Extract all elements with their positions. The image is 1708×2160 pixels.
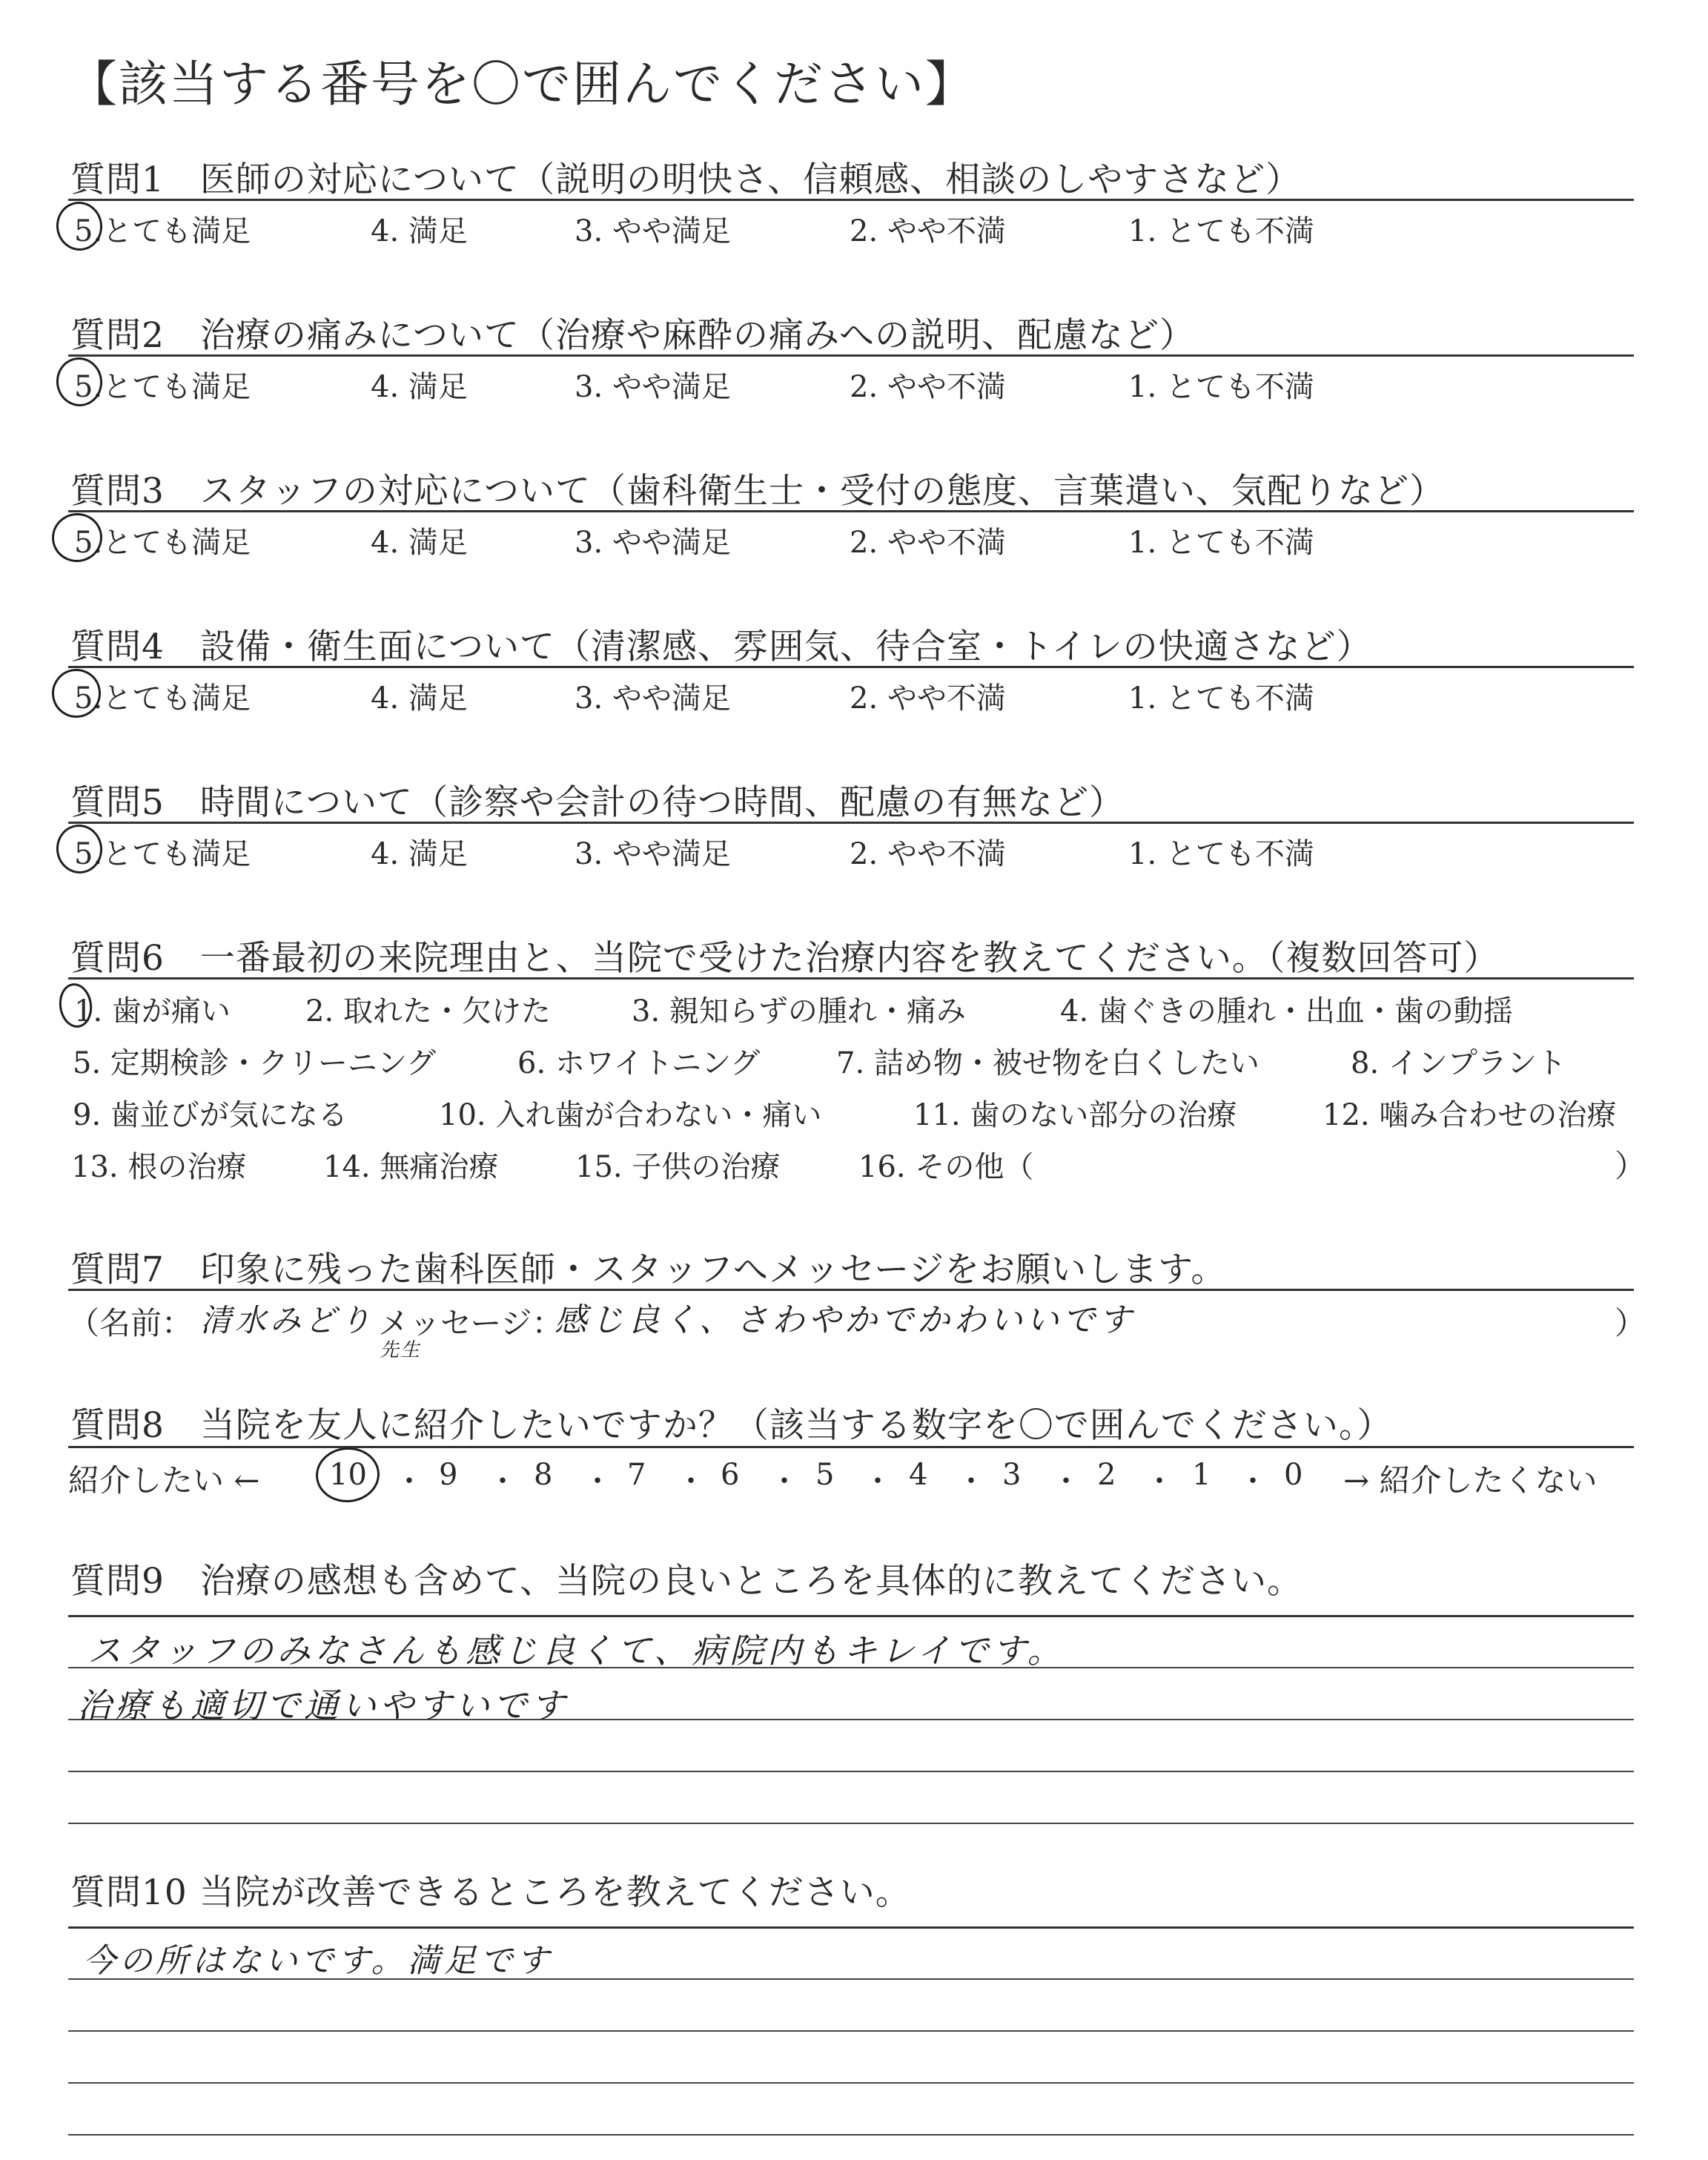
scale-value-7[interactable]: 7	[627, 1458, 646, 1492]
name-value[interactable]: 清水みどり	[200, 1302, 375, 1338]
reason-option[interactable]: 14. 無痛治療	[323, 1150, 499, 1184]
scale-dot: ・	[1145, 1464, 1174, 1499]
option-5[interactable]: 5.とても満足	[74, 681, 251, 716]
scale-dot: ・	[676, 1464, 706, 1499]
option-3[interactable]: 3. やや満足	[575, 837, 731, 871]
scale-dot: ・	[583, 1464, 612, 1499]
question-1-rule	[68, 199, 1634, 201]
question-1-title: 質問1 医師の対応について（説明の明快さ、信頼感、相談のしやすさなど）	[70, 159, 1302, 200]
option-4[interactable]: 4. 満足	[371, 526, 468, 560]
question-7-title: 質問7 印象に残った歯科医師・スタッフへメッセージをお願いします。	[70, 1249, 1227, 1290]
reason-option[interactable]: 13. 根の治療	[71, 1150, 247, 1184]
answer-text-line[interactable]: 治療も適切で通いやすいです	[77, 1685, 569, 1725]
answer-line	[68, 1615, 1634, 1617]
option-2[interactable]: 2. やや不満	[850, 681, 1006, 716]
scale-value-6[interactable]: 6	[721, 1458, 740, 1492]
question-4-rule	[68, 666, 1634, 668]
scale-dot: ・	[863, 1464, 893, 1499]
reason-option[interactable]: 10. 入れ歯が合わない・痛い	[439, 1098, 822, 1132]
reason-option[interactable]: 7. 詰め物・被せ物を白くしたい	[836, 1046, 1260, 1080]
answer-line	[68, 2082, 1634, 2084]
scale-value-4[interactable]: 4	[909, 1458, 928, 1492]
reason-option[interactable]: 15. 子供の治療	[575, 1150, 781, 1184]
answer-text-line[interactable]: 今の所はないです。満足です	[83, 1942, 553, 1980]
option-1[interactable]: 1. とても不満	[1128, 837, 1314, 871]
option-1[interactable]: 1. とても不満	[1128, 214, 1314, 248]
reason-option[interactable]: 4. 歯ぐきの腫れ・出血・歯の動揺	[1060, 994, 1513, 1028]
page-title: 【該当する番号を〇で囲んでください】	[68, 56, 976, 113]
question-8-rule	[68, 1446, 1634, 1448]
question-7-rule	[68, 1289, 1634, 1291]
answer-line	[68, 1926, 1634, 1929]
option-4[interactable]: 4. 満足	[371, 837, 468, 871]
scale-value-9[interactable]: 9	[439, 1458, 458, 1492]
question-2-title: 質問2 治療の痛みについて（治療や麻酔の痛みへの説明、配慮など）	[70, 315, 1196, 356]
answer-text-line[interactable]: スタッフのみなさんも感じ良くて、病院内もキレイです。	[87, 1631, 1065, 1671]
reason-option[interactable]: 1. 歯が痛い	[74, 994, 231, 1028]
scale-value-8[interactable]: 8	[534, 1458, 553, 1492]
question-4-title: 質問4 設備・衛生面について（清潔感、雰囲気、待合室・トイレの快適さなど）	[70, 627, 1372, 667]
answer-line	[68, 1771, 1634, 1772]
question-5-rule	[68, 822, 1634, 824]
reason-option[interactable]: 9. 歯並びが気になる	[73, 1098, 348, 1132]
option-2[interactable]: 2. やや不満	[850, 214, 1006, 248]
question-8-title: 質問8 当院を友人に紹介したいですか？（該当する数字を〇で囲んでください。）	[70, 1405, 1393, 1446]
option-2[interactable]: 2. やや不満	[850, 526, 1006, 560]
option-4[interactable]: 4. 満足	[371, 370, 468, 404]
question-6-rule	[68, 977, 1634, 980]
question-9-title: 質問9 治療の感想も含めて、当院の良いところを具体的に教えてください。	[70, 1561, 1302, 1602]
answer-line	[68, 2134, 1634, 2136]
option-3[interactable]: 3. やや満足	[575, 370, 731, 404]
question-6-title: 質問6 一番最初の来院理由と、当院で受けた治療内容を教えてください。（複数回答可）	[70, 938, 1500, 979]
answer-line	[68, 1823, 1634, 1824]
scale-value-5[interactable]: 5	[815, 1458, 835, 1492]
scale-dot: ・	[1051, 1464, 1081, 1499]
message-label: メッセージ：	[378, 1305, 563, 1341]
scale-left-label: 紹介したい ←	[68, 1462, 260, 1499]
scale-dot: ・	[394, 1464, 424, 1499]
answer-line	[68, 2030, 1634, 2032]
option-3[interactable]: 3. やや満足	[575, 214, 731, 248]
option-2[interactable]: 2. やや不満	[850, 837, 1006, 871]
scale-dot: ・	[956, 1464, 986, 1499]
scale-dot: ・	[769, 1464, 799, 1499]
scale-dot: ・	[488, 1464, 517, 1499]
reason-option[interactable]: 16. その他（	[858, 1150, 1034, 1184]
other-close-paren: ）	[1615, 1148, 1646, 1184]
message-close-paren: ）	[1615, 1305, 1646, 1341]
scale-value-2[interactable]: 2	[1097, 1458, 1116, 1492]
scale-value-0[interactable]: 0	[1284, 1458, 1303, 1492]
option-4[interactable]: 4. 満足	[371, 681, 468, 716]
reason-option[interactable]: 6. ホワイトニング	[517, 1046, 761, 1080]
option-1[interactable]: 1. とても不満	[1128, 370, 1314, 404]
option-3[interactable]: 3. やや満足	[575, 526, 731, 560]
question-3-rule	[68, 510, 1634, 512]
reason-option[interactable]: 12. 噛み合わせの治療	[1323, 1098, 1617, 1132]
question-10-title: 質問10 当院が改善できるところを教えてください。	[70, 1872, 911, 1913]
question-5-title: 質問5 時間について（診察や会計の待つ時間、配慮の有無など）	[70, 782, 1125, 823]
reason-option[interactable]: 11. 歯のない部分の治療	[913, 1098, 1237, 1132]
option-5[interactable]: 5.とても満足	[74, 214, 251, 248]
selected-circle	[314, 1445, 382, 1505]
option-2[interactable]: 2. やや不満	[850, 370, 1006, 404]
scale-value-10[interactable]: 10	[329, 1458, 367, 1492]
scale-value-3[interactable]: 3	[1002, 1458, 1022, 1492]
reason-option[interactable]: 8. インプラント	[1351, 1046, 1566, 1080]
scale-value-1[interactable]: 1	[1192, 1458, 1211, 1492]
option-1[interactable]: 1. とても不満	[1128, 681, 1314, 716]
name-label: （名前：	[68, 1305, 193, 1341]
scale-right-label: → 紹介したくない	[1343, 1462, 1598, 1499]
message-value[interactable]: 感じ良く、さわやかでかわいいです	[555, 1301, 1136, 1339]
question-2-rule	[68, 354, 1634, 357]
reason-option[interactable]: 2. 取れた・欠けた	[305, 994, 551, 1028]
reason-option[interactable]: 5. 定期検診・クリーニング	[73, 1046, 437, 1080]
question-3-title: 質問3 スタッフの対応について（歯科衛生士・受付の態度、言葉遣い、気配りなど）	[70, 471, 1445, 512]
option-5[interactable]: 5.とても満足	[74, 526, 251, 560]
option-1[interactable]: 1. とても不満	[1128, 526, 1314, 560]
option-4[interactable]: 4. 満足	[371, 214, 468, 248]
reason-option[interactable]: 3. 親知らずの腫れ・痛み	[632, 994, 966, 1028]
name-note: 先生	[380, 1339, 422, 1361]
option-5[interactable]: 5.とても満足	[74, 370, 251, 404]
scale-dot: ・	[1238, 1464, 1268, 1499]
option-3[interactable]: 3. やや満足	[575, 681, 731, 716]
option-5[interactable]: 5.とても満足	[74, 837, 251, 871]
